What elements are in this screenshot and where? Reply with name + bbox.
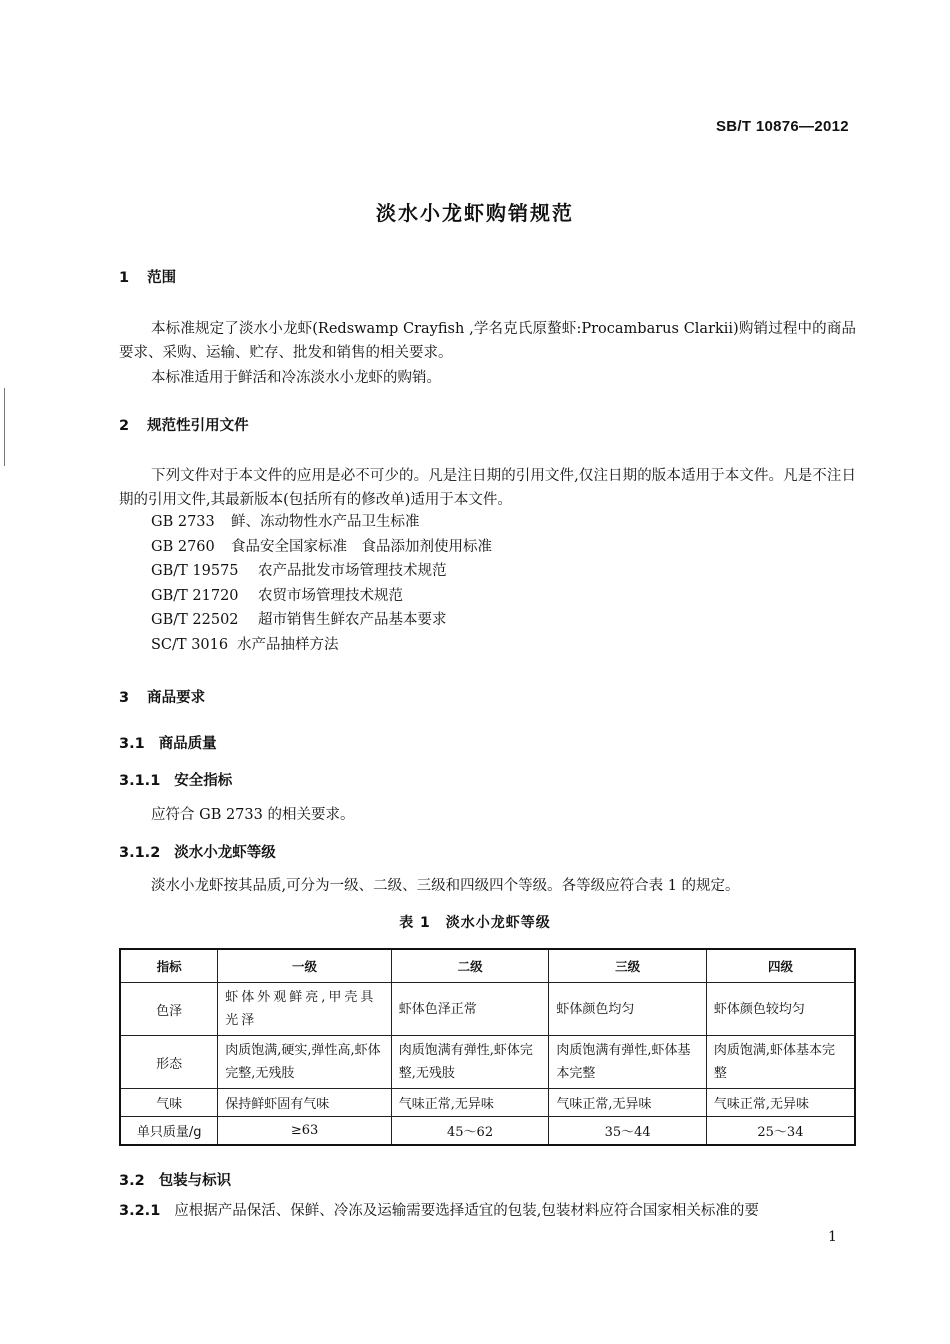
reference-code: GB/T 21720 bbox=[151, 587, 239, 604]
table-row-label: 色泽 bbox=[120, 983, 218, 1036]
section-title: 包装与标识 bbox=[158, 1173, 232, 1189]
section-3-2-1-line bbox=[119, 1199, 759, 1223]
table-row bbox=[120, 1117, 855, 1145]
section-2-heading bbox=[119, 414, 249, 435]
safety-paragraph: 应符合 GB 2733 的相关要求。 bbox=[151, 807, 355, 823]
section-title: 安全指标 bbox=[174, 773, 233, 789]
references-intro: 下列文件对于本文件的应用是必不可少的。凡是注日期的引用文件,仅注日期的版本适用于本文件。凡是不注日期的引用文件,其最新版本(包括所有的修改单)适用于本文件。 bbox=[119, 468, 856, 508]
table-header-cell: 一级 bbox=[218, 949, 392, 983]
reference-name: 鲜、冻动物性水产品卫生标准 bbox=[231, 514, 420, 530]
section-3-1-2-heading bbox=[119, 841, 276, 862]
table-cell: 35～44 bbox=[549, 1117, 707, 1145]
table-cell: 气味正常,无异味 bbox=[549, 1089, 707, 1117]
section-title: 范围 bbox=[147, 270, 177, 286]
grade-table bbox=[119, 948, 856, 1146]
table-header-cell: 四级 bbox=[706, 949, 855, 983]
table-cell: 气味正常,无异味 bbox=[706, 1089, 855, 1117]
standard-code: SB/T 10876—2012 bbox=[716, 118, 849, 135]
table-cell: 虾体颜色较均匀 bbox=[706, 983, 855, 1036]
section-3-1-1-heading bbox=[119, 769, 232, 790]
table-header-cell: 三级 bbox=[549, 949, 707, 983]
section-number: 3.1 bbox=[119, 736, 145, 752]
reference-code: GB/T 19575 bbox=[151, 563, 239, 579]
table-cell: ≥63 bbox=[218, 1117, 392, 1145]
reference-code: GB 2760 bbox=[151, 538, 215, 555]
table-row bbox=[120, 1089, 855, 1117]
table-caption: 表 1 淡水小龙虾等级 bbox=[399, 915, 551, 931]
table-cell: 25～34 bbox=[706, 1117, 855, 1145]
table-header-row bbox=[120, 949, 855, 983]
reference-code: GB/T 22502 bbox=[151, 612, 239, 628]
table-row-label: 形态 bbox=[120, 1036, 218, 1089]
section-number: 2 bbox=[119, 418, 130, 434]
reference-name: 食品安全国家标准 食品添加剂使用标准 bbox=[231, 538, 492, 555]
section-title: 商品要求 bbox=[147, 690, 206, 706]
table-cell: 保持鲜虾固有气味 bbox=[218, 1089, 392, 1117]
table-row-label: 气味 bbox=[120, 1089, 218, 1117]
reference-name: 水产品抽样方法 bbox=[237, 636, 339, 653]
scan-edge-mark bbox=[4, 388, 5, 466]
grade-paragraph: 淡水小龙虾按其品质,可分为一级、二级、三级和四级四个等级。各等级应符合表 1 的规定。 bbox=[151, 878, 740, 894]
reference-name: 超市销售生鲜农产品基本要求 bbox=[258, 612, 447, 628]
table-cell: 45～62 bbox=[391, 1117, 549, 1145]
document-title: 淡水小龙虾购销规范 bbox=[376, 201, 574, 225]
table-header-cell: 二级 bbox=[391, 949, 549, 983]
table-header-cell: 指标 bbox=[120, 949, 218, 983]
table-cell: 虾体颜色均匀 bbox=[549, 983, 707, 1036]
section-1-heading bbox=[119, 266, 176, 287]
section-number: 3.2 bbox=[119, 1173, 145, 1189]
reference-name: 农贸市场管理技术规范 bbox=[258, 587, 403, 604]
section-title: 规范性引用文件 bbox=[147, 418, 249, 434]
section-number: 1 bbox=[119, 270, 130, 286]
section-3-2-heading bbox=[119, 1169, 231, 1190]
table-cell: 虾体色泽正常 bbox=[391, 983, 549, 1036]
table-cell: 虾体外观鲜亮,甲壳具光泽 bbox=[218, 983, 392, 1036]
section-3-1-heading bbox=[119, 732, 217, 753]
table-cell: 肉质饱满,虾体基本完整 bbox=[706, 1036, 855, 1089]
section-3-heading bbox=[119, 686, 205, 707]
section-title: 商品质量 bbox=[158, 736, 217, 752]
section-3-2-1-text: 应根据产品保活、保鲜、冷冻及运输需要选择适宜的包装,包装材料应符合国家相关标准的要 bbox=[174, 1203, 759, 1219]
scope-paragraph-2: 本标准适用于鲜活和冷冻淡水小龙虾的购销。 bbox=[151, 370, 441, 386]
scope-paragraph-1: 本标准规定了淡水小龙虾(Redswamp Crayfish ,学名克氏原螯虾:Procambarus Clarkii)购销过程中的商品要求、采购、运输、贮存、批发和销售的相关要求。 bbox=[119, 321, 856, 361]
reference-code: GB 2733 bbox=[151, 514, 215, 530]
section-number: 3.2.1 bbox=[119, 1203, 161, 1219]
table-cell: 肉质饱满有弹性,虾体完整,无残肢 bbox=[391, 1036, 549, 1089]
table-row bbox=[120, 1036, 855, 1089]
table-cell: 肉质饱满,硬实,弹性高,虾体完整,无残肢 bbox=[218, 1036, 392, 1089]
reference-code: SC/T 3016 bbox=[151, 636, 229, 653]
table-cell: 肉质饱满有弹性,虾体基本完整 bbox=[549, 1036, 707, 1089]
table-row-label: 单只质量/g bbox=[120, 1117, 218, 1145]
section-number: 3.1.2 bbox=[119, 845, 161, 861]
table-row bbox=[120, 983, 855, 1036]
page-number: 1 bbox=[828, 1229, 837, 1245]
table-cell: 气味正常,无异味 bbox=[391, 1089, 549, 1117]
reference-name: 农产品批发市场管理技术规范 bbox=[258, 563, 447, 579]
section-number: 3.1.1 bbox=[119, 773, 161, 789]
section-title: 淡水小龙虾等级 bbox=[174, 845, 276, 861]
section-number: 3 bbox=[119, 690, 130, 706]
